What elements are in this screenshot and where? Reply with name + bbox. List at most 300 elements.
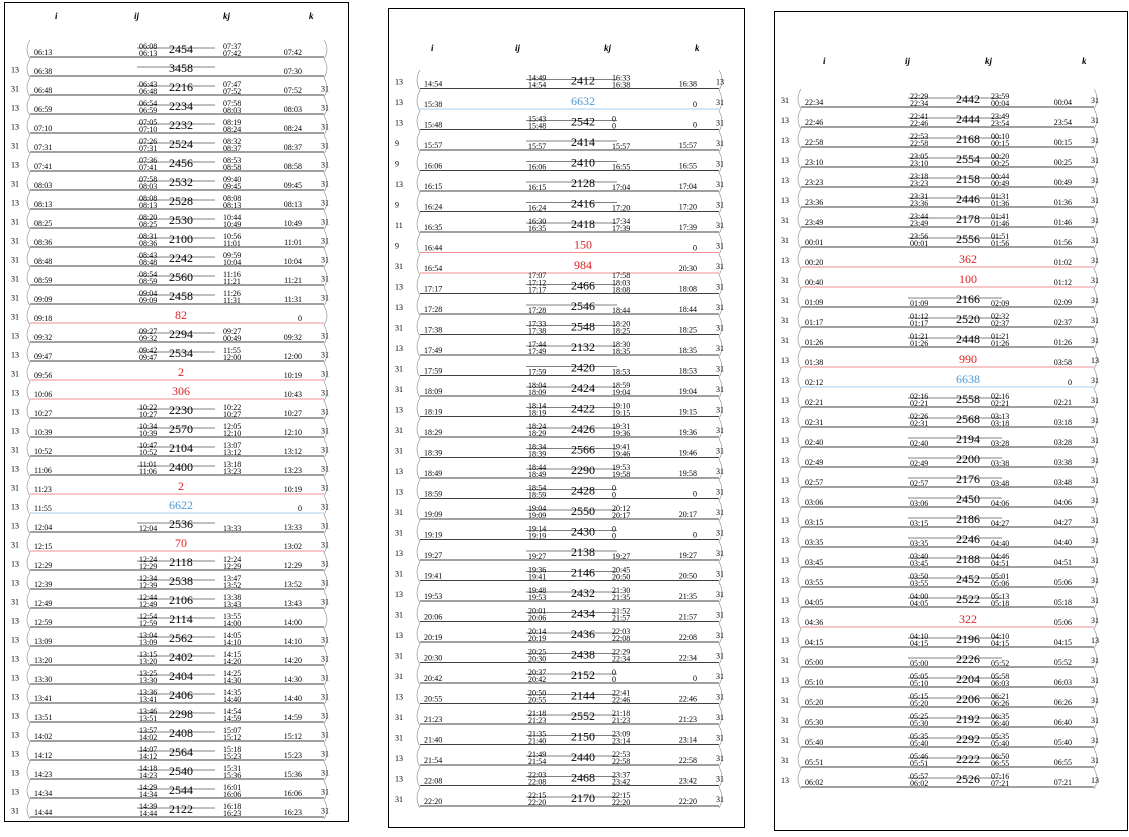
train-number: 984	[574, 258, 592, 272]
arrival-time: 23:42	[678, 776, 697, 786]
ij-time: 18:24	[528, 421, 547, 431]
column-header: i	[55, 11, 58, 21]
right-track-number: 31	[1091, 596, 1099, 605]
left-connector	[417, 439, 420, 460]
train-number: 2544	[169, 783, 193, 797]
kj-time: 16:06	[223, 790, 242, 799]
right-connector	[324, 306, 327, 325]
schedule-row	[395, 255, 724, 276]
arrival-time: 00:04	[1053, 98, 1072, 107]
right-track-number: 31	[321, 578, 329, 588]
right-track-number: 31	[321, 654, 329, 664]
left-track-number: 11	[395, 220, 403, 230]
right-track-number: 31	[321, 350, 329, 360]
ij-time: 05:05	[910, 671, 929, 681]
kj-time: 11:01	[223, 239, 241, 248]
kj-time: 05:01	[991, 571, 1010, 581]
ij-time: 13:46	[139, 706, 158, 716]
schedule-row	[781, 389, 1099, 409]
ij-time: 07:31	[139, 144, 158, 153]
ij-time: 23:23	[910, 179, 929, 188]
left-track-number: 13	[11, 711, 19, 721]
kj-time: 06:55	[991, 759, 1010, 768]
schedule-row	[781, 769, 1099, 789]
departure-time: 19:27	[424, 551, 443, 560]
schedule-row	[11, 306, 327, 325]
departure-time: 12:15	[34, 542, 53, 551]
ij-time: 05:25	[910, 711, 929, 721]
right-track-number: 31	[1091, 176, 1099, 185]
kj-time: 21:18	[612, 708, 631, 718]
ij-time: 13:09	[139, 638, 158, 647]
kj-time: 06:35	[991, 711, 1010, 721]
kj-time: 00:04	[991, 99, 1010, 108]
schedule-row	[395, 562, 724, 583]
departure-time: 16:06	[424, 161, 443, 171]
departure-time: 17:38	[424, 325, 443, 335]
ij-time: 17:12	[528, 278, 547, 288]
arrival-time: 10:43	[283, 390, 302, 399]
ij-time: 13:20	[139, 657, 158, 666]
kj-time: 09:40	[223, 174, 242, 184]
left-track-number: 13	[395, 548, 403, 558]
arrival-time: 08:24	[283, 124, 302, 133]
schedule-row	[781, 269, 1099, 289]
left-connector	[798, 509, 801, 529]
left-connector	[27, 382, 30, 401]
ij-time: 21:54	[528, 757, 547, 766]
arrival-time: 0	[693, 530, 697, 540]
schedule-row	[11, 249, 329, 268]
departure-time: 03:06	[805, 498, 824, 507]
arrival-time: 04:06	[1053, 498, 1072, 507]
train-number: 2232	[169, 118, 193, 132]
ij-time: 13:25	[139, 668, 158, 678]
departure-time: 12:29	[34, 561, 53, 570]
departure-time: 02:49	[805, 458, 824, 467]
arrival-time: 04:40	[1053, 538, 1072, 547]
train-number: 2450	[956, 492, 980, 506]
column-header: ij	[905, 56, 911, 66]
arrival-time: 10:04	[283, 257, 302, 266]
departure-time: 14:54	[424, 79, 443, 89]
right-track-number: 31	[716, 220, 724, 230]
right-track-number: 31	[716, 282, 724, 292]
departure-time: 05:00	[805, 658, 824, 667]
train-number: 6632	[571, 94, 595, 108]
left-connector	[417, 480, 420, 501]
ij-time: 14:07	[139, 744, 158, 754]
arrival-time: 03:38	[1053, 458, 1072, 467]
arrival-time: 21:57	[678, 612, 697, 622]
kj-time: 08:08	[223, 193, 242, 203]
left-connector	[27, 268, 30, 287]
kj-time: 00:20	[991, 151, 1010, 161]
right-track-number: 31	[716, 323, 724, 333]
left-connector	[27, 192, 30, 211]
kj-time: 08:19	[223, 117, 242, 127]
right-track-number: 31	[716, 200, 724, 210]
departure-time: 12:49	[34, 599, 53, 608]
schedule-row	[11, 800, 329, 819]
kj-time: 10:49	[223, 220, 242, 229]
departure-time: 16:44	[424, 243, 443, 253]
left-track-number: 13	[395, 487, 403, 497]
right-track-number: 31	[1091, 196, 1099, 205]
ij-time: 19:27	[528, 552, 547, 561]
left-connector	[27, 686, 30, 705]
ij-time: 08:08	[139, 193, 158, 203]
kj-time: 19:46	[612, 449, 631, 459]
left-connector	[798, 769, 801, 789]
left-track-number: 13	[11, 730, 19, 740]
schedule-row	[11, 781, 329, 800]
arrival-time: 0	[693, 489, 697, 499]
left-connector	[27, 439, 30, 458]
departure-time: 05:30	[805, 718, 824, 727]
ij-time: 01:09	[910, 299, 929, 308]
schedule-row	[781, 609, 1099, 629]
kj-time: 13:52	[223, 581, 242, 590]
right-track-number: 31	[321, 749, 329, 759]
arrival-time: 19:04	[678, 387, 697, 396]
departure-time: 05:51	[805, 758, 824, 767]
left-connector	[27, 800, 30, 819]
arrival-time: 13:43	[283, 599, 302, 608]
schedule-row	[11, 572, 329, 591]
left-track-number: 13	[781, 596, 789, 605]
left-connector	[27, 59, 30, 78]
ij-time: 12:04	[139, 524, 158, 533]
departure-time: 13:30	[34, 675, 53, 684]
kj-time: 19:58	[612, 470, 631, 479]
kj-time: 18:30	[612, 339, 631, 349]
ij-time: 22:41	[910, 111, 929, 121]
left-track-number: 31	[781, 236, 789, 245]
ij-time: 18:54	[528, 483, 547, 493]
arrival-time: 23:54	[1053, 118, 1072, 127]
right-track-number: 31	[716, 671, 724, 681]
schedule-row	[781, 729, 1099, 749]
kj-time: 10:56	[223, 231, 242, 241]
left-track-number: 31	[395, 261, 403, 271]
kj-time: 07:58	[223, 98, 242, 108]
schedule-row	[395, 316, 724, 337]
left-connector	[27, 420, 30, 439]
arrival-time: 18:44	[678, 305, 697, 314]
ij-time: 08:20	[139, 212, 158, 222]
departure-time: 21:54	[424, 756, 443, 765]
kj-time: 11:21	[223, 277, 241, 286]
left-connector	[417, 685, 420, 706]
ij-time: 05:46	[910, 751, 929, 761]
schedule-row	[781, 329, 1099, 349]
right-track-number: 31	[321, 730, 329, 740]
schedule-row	[11, 762, 329, 781]
departure-time: 09:18	[34, 314, 53, 323]
left-track-number: 31	[395, 794, 403, 804]
arrival-time: 20:50	[678, 571, 697, 581]
left-connector	[798, 689, 801, 709]
right-track-number: 31	[716, 589, 724, 599]
schedule-page-1	[4, 2, 349, 822]
kj-time: 14:05	[223, 630, 242, 640]
ij-time: 17:07	[528, 271, 547, 281]
train-number: 2562	[169, 631, 193, 645]
arrival-time: 00:49	[1053, 178, 1072, 187]
schedule-row	[395, 460, 724, 481]
left-connector	[27, 116, 30, 135]
schedule-row	[395, 767, 724, 788]
departure-time: 18:09	[424, 387, 443, 396]
kj-time: 15:07	[223, 725, 242, 735]
ij-time: 22:15	[528, 790, 547, 800]
ij-time: 17:33	[528, 319, 547, 329]
ij-time: 08:31	[139, 231, 158, 241]
train-number: 2230	[169, 403, 193, 417]
arrival-time: 04:15	[1053, 638, 1072, 647]
ij-time: 23:36	[910, 199, 929, 208]
ij-time: 05:20	[910, 699, 929, 708]
kj-time: 13:23	[223, 467, 242, 476]
left-track-number: 31	[395, 507, 403, 517]
left-connector	[27, 629, 30, 648]
departure-time: 11:06	[34, 466, 52, 475]
departure-time: 20:06	[424, 612, 443, 622]
ij-time: 01:12	[910, 311, 929, 321]
kj-time: 19:41	[612, 442, 631, 452]
right-track-number: 31	[321, 540, 329, 550]
ij-time: 08:25	[139, 220, 158, 229]
right-track-number: 13	[1091, 636, 1099, 645]
train-number: 2520	[956, 312, 980, 326]
ij-time: 06:08	[139, 41, 158, 51]
right-track-number: 31	[1091, 156, 1099, 165]
arrival-time: 05:52	[1053, 658, 1072, 667]
ij-time: 10:39	[139, 429, 158, 438]
ij-time: 09:32	[139, 334, 158, 343]
arrival-time: 0	[1068, 378, 1072, 387]
right-track-number: 31	[716, 97, 724, 107]
train-number: 6622	[169, 498, 193, 512]
ij-time: 12:39	[139, 581, 158, 590]
ij-time: 12:29	[139, 562, 158, 571]
schedule-row	[11, 515, 329, 534]
departure-time: 20:55	[424, 694, 443, 704]
ij-time: 19:14	[528, 524, 547, 534]
ij-time: 18:04	[528, 380, 547, 390]
kj-time: 14:35	[223, 687, 242, 697]
left-connector	[798, 549, 801, 569]
ij-time: 01:21	[910, 331, 929, 341]
column-header: i	[823, 56, 826, 66]
kj-time: 19:36	[612, 429, 631, 438]
schedule-row	[395, 91, 724, 112]
left-track-number: 13	[781, 116, 789, 125]
right-track-number: 31	[1091, 676, 1099, 685]
left-track-number: 13	[395, 589, 403, 599]
schedule-row	[781, 229, 1099, 249]
departure-time: 14:23	[34, 770, 53, 779]
kj-time: 07:37	[223, 41, 242, 51]
column-header: i	[431, 43, 434, 53]
train-number: 2432	[571, 586, 595, 600]
left-connector	[27, 325, 30, 344]
schedule-row	[781, 289, 1099, 309]
left-connector	[27, 781, 30, 800]
train-number: 2538	[169, 574, 193, 588]
ij-time: 20:14	[528, 626, 547, 636]
kj-time: 02:09	[991, 299, 1010, 308]
right-track-number: 31	[716, 466, 724, 476]
arrival-time: 11:21	[284, 276, 302, 285]
departure-time: 20:42	[424, 674, 443, 683]
schedule-row	[395, 357, 724, 378]
schedule-row	[395, 378, 724, 399]
left-track-number: 31	[395, 528, 403, 538]
departure-time: 20:19	[424, 633, 443, 642]
kj-time: 10:27	[223, 410, 242, 419]
right-track-number: 31	[716, 733, 724, 743]
kj-time: 02:16	[991, 391, 1010, 401]
left-connector	[417, 665, 420, 686]
left-connector	[417, 644, 420, 665]
train-number: 2194	[956, 432, 980, 446]
schedule-row	[781, 489, 1099, 509]
left-connector	[417, 419, 420, 440]
left-connector	[27, 743, 30, 762]
kj-time: 0	[612, 524, 616, 534]
train-number: 2404	[169, 669, 193, 683]
ij-time: 04:05	[910, 599, 929, 608]
column-header: kj	[985, 56, 993, 66]
ij-time: 14:54	[528, 80, 547, 90]
left-connector	[798, 269, 801, 289]
left-connector	[798, 609, 801, 629]
schedule-row	[395, 583, 724, 604]
departure-time: 15:38	[424, 100, 443, 109]
kj-time: 20:17	[612, 511, 631, 520]
left-track-number: 13	[781, 496, 789, 505]
ij-time: 06:43	[139, 79, 158, 89]
train-number: 2100	[169, 232, 193, 246]
right-track-number: 31	[716, 159, 724, 169]
left-track-number: 31	[395, 712, 403, 722]
arrival-time: 07:21	[1053, 778, 1072, 787]
ij-time: 14:49	[528, 73, 547, 83]
ij-time: 05:51	[910, 759, 929, 768]
left-connector	[798, 289, 801, 309]
kj-time: 13:18	[223, 459, 242, 469]
left-connector	[417, 398, 420, 419]
right-track-number: 31	[1091, 576, 1099, 585]
right-track-number: 31	[716, 405, 724, 415]
right-track-number: 31	[1091, 276, 1099, 285]
train-number: 2406	[169, 688, 193, 702]
arrival-time: 22:20	[678, 797, 697, 806]
column-header: k	[1082, 56, 1087, 66]
departure-time: 06:13	[34, 48, 53, 57]
kj-time: 18:25	[612, 326, 631, 336]
train-number: 82	[175, 308, 187, 322]
left-connector	[798, 489, 801, 509]
ij-time: 13:04	[139, 630, 158, 640]
departure-time: 19:09	[424, 510, 443, 519]
train-number: 2104	[169, 441, 193, 455]
schedule-row	[781, 709, 1099, 729]
kj-time: 04:06	[991, 499, 1010, 508]
kj-time: 21:23	[612, 716, 631, 725]
departure-time: 17:49	[424, 346, 443, 355]
train-number: 2150	[571, 729, 595, 744]
right-track-number: 13	[716, 77, 724, 87]
kj-time: 13:43	[223, 600, 242, 609]
right-track-number: 31	[321, 255, 329, 265]
left-connector	[27, 363, 30, 382]
left-track-number: 31	[11, 236, 19, 246]
arrival-time: 0	[693, 120, 697, 130]
kj-time: 20:45	[612, 565, 631, 575]
left-connector	[417, 542, 420, 563]
kj-time: 15:23	[223, 752, 242, 761]
train-number: 2	[178, 365, 184, 379]
left-track-number: 13	[395, 97, 403, 107]
train-number: 2532	[169, 175, 193, 189]
kj-time: 04:10	[991, 631, 1010, 641]
ij-time: 10:52	[139, 448, 158, 457]
left-track-number: 13	[781, 256, 789, 265]
arrival-time: 20:30	[678, 264, 697, 273]
left-connector	[798, 429, 801, 449]
right-track-number: 31	[1091, 696, 1099, 705]
left-connector	[27, 249, 30, 268]
schedule-row	[781, 629, 1099, 649]
departure-time: 06:48	[34, 86, 53, 95]
arrival-time: 08:37	[283, 143, 302, 152]
kj-time: 12:24	[223, 554, 242, 564]
arrival-time: 05:18	[1053, 598, 1072, 607]
right-connector	[324, 40, 327, 59]
train-number: 2414	[571, 135, 595, 149]
kj-time: 23:09	[612, 729, 631, 739]
left-connector	[27, 211, 30, 230]
ij-time: 03:35	[910, 539, 929, 548]
kj-time: 01:41	[991, 211, 1010, 221]
arrival-time: 22:08	[678, 633, 697, 642]
departure-time: 18:39	[424, 448, 443, 458]
ij-time: 20:42	[528, 675, 547, 684]
schedule-row	[781, 209, 1099, 229]
train-number: 3458	[169, 61, 193, 75]
ij-time: 08:48	[139, 258, 158, 267]
train-number: 2402	[169, 650, 193, 664]
ij-time: 17:44	[528, 339, 547, 349]
arrival-time: 19:58	[678, 469, 697, 478]
ij-time: 09:47	[139, 353, 158, 362]
departure-time: 10:39	[34, 428, 53, 437]
departure-time: 11:23	[34, 485, 52, 494]
ij-time: 23:18	[910, 171, 929, 181]
arrival-time: 13:33	[283, 523, 302, 532]
left-connector	[417, 214, 420, 235]
kj-time: 23:42	[612, 777, 631, 787]
train-number: 2560	[169, 270, 193, 284]
train-number: 2552	[571, 709, 595, 723]
kj-time: 21:57	[612, 613, 631, 623]
kj-time: 12:05	[223, 421, 242, 431]
arrival-time: 04:27	[1053, 518, 1072, 527]
left-track-number: 13	[11, 65, 19, 75]
